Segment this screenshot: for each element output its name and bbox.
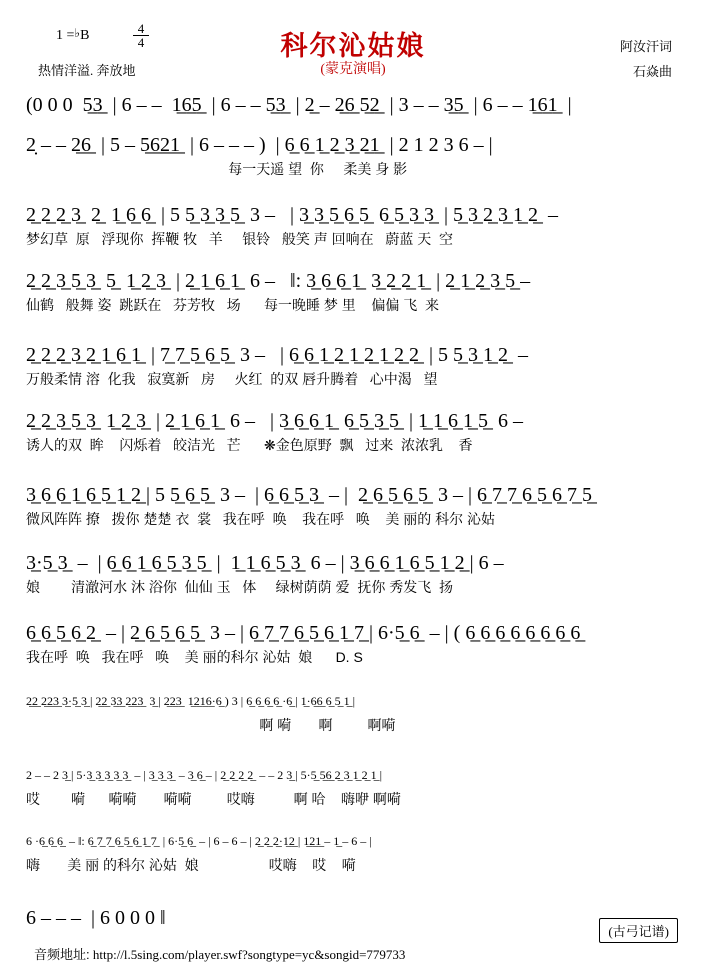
notation-line: 6̲ 6̲ 5̲ 6̲ 2̲ – | 2̲ 6̲ 5̲ 6̲ 5̲ 3 – | 6̲ 7̲ 7̲ 6̲ 5̲ 6̲ 1̲ 7̲ | 6·5̲ 6̲ – | ( 6̲ 6̲ 6̲ 6̲ 6̲ 6̲ 6̲ 6̲ [26, 622, 581, 644]
music-system [26, 550, 686, 598]
notation-line: 2̲ 2̲ 3̲ 5̲ 3̲ 1̲ 2̲ 3̲ | 2̲ 1̲ 6̲ 1̲ 6 – | 3̲ 6̲ 6̲ 1̲ 6̲ 5̲ 3̲ 5̲ | 1̲ 1̲ 6̲ 1̲ 5̲ 6 – [26, 410, 524, 432]
time-signature-denominator: 4 [133, 35, 149, 49]
transcriber-credit: (古弓记谱) [599, 918, 678, 943]
audio-url-label: 音频地址: [34, 947, 90, 962]
music-system [26, 620, 686, 668]
music-system [26, 828, 686, 876]
lyric-line: 哎 嗬 嗬嗬 嗬嗬 哎嗨 啊 哈 嗨咿 啊嗬 [26, 791, 401, 807]
notation-line: 2̲2̲ 2̲2̲3̲ 3̲·5̲ 3̲ | 2̲2̲ 3̲3̲ 2̲2̲3̲ 3̲ | 2̲2̲3̲ 1̲2̲1̲6̲·6̲ ) 3 | 6̲ 6̲ 6̲ 6̲ ·6̲ | 1̲·6̲6̲ 6̲ 5̲ 1̲ | [26, 694, 355, 708]
flat-icon: ♭ [74, 26, 81, 40]
notation-line: 3̲ 6̲ 6̲ 1̲ 6̲ 5̲ 1̲ 2̲ | 5 5̲ 6̲ 5̲ 3 – | 6̲ 6̲ 5̲ 3̲ – | 2̲ 6̲ 5̲ 6̲ 5̲ 3 – | 6̲ 7̲ 7̲ 6̲ 5̲ 6̲ 7̲ 5̲ [26, 484, 593, 506]
key-label: 1 = [56, 28, 75, 43]
music-system [26, 688, 686, 736]
audio-url-value[interactable]: http://l.5sing.com/player.swf?songtype=yc&songid=779733 [92, 947, 406, 962]
time-signature-numerator: 4 [137, 21, 145, 36]
lyric-line: 微风阵阵 撩 拨你 楚楚 衣 裳 我在呼 唤 我在呼 唤 美 丽的 科尔 沁姑 [26, 511, 496, 527]
notation-line: 6 ·6̲ 6̲ 6̲ – ‖: 6̲ 7̲ 7̲ 6̲ 5̲ 6̲ 1̲ 7̲ | 6·5̲ 6̲ – | 6 – 6 – | 2̲ 2̲ 2̲·1̲2̲ | 1̲2̲1̲ – 1̲ – 6 – | [26, 834, 372, 848]
music-system [26, 905, 686, 931]
notation-line: 2̣ – – 2̲6̲ | 5 – 5̲6̲2̲1̲ | 6 – – – ) | 6̲ 6̲ 1̲ 2̲ 3̲ 2̲1̲ | 2 1 2 3 6 – | [26, 134, 493, 156]
audio-url-line [34, 944, 405, 963]
notation-line: 2 – – 2 3̲ | 5·3̲ 3̲ 3̲ 3̲ 3̲ – | 3̲ 3̲ 3̲ – 3̲ 6̲ – | 2̲ 2̲ 2̲ 2̲ – – 2 3̲ | 5·5̲ 5̲6̲ 2̲ 3̲ 1̲ 2̲ 1̲ | [26, 768, 383, 782]
music-system [26, 132, 686, 180]
lyric-line: 嗨 美 丽 的科尔 沁姑 娘 哎嗨 哎 嗬 [26, 857, 356, 873]
notation-line: 2̲ 2̲ 2̲ 3̲ 2̲ 1̲ 6̲ 1̲ | 7̲ 7̲ 5̲ 6̲ 5̲ 3 – | 6̲ 6̲ 1̲ 2̲ 1̲ 2̲ 1̲ 2̲ 2̲ | 5 5̲ 3̲ 1̲ 2̲ – [26, 344, 529, 366]
page-title: 科尔沁姑娘 [280, 31, 426, 61]
notation-line: 2̲ 2̲ 2̲ 3̲ 2̲ 1̲ 6̲ 6̲ | 5 5̲ 3̲ 3̲ 5̲ 3 – | 3̲ 3̲ 5̲ 6̲ 5̲ 6̲ 5̲ 3̲ 3̲ | 5̲ 3̲ 2̲ 3̲ 1̲ 2̲ – [26, 204, 559, 226]
lyric-line: 啊 嗬 啊 啊嗬 [26, 717, 396, 733]
music-system [26, 408, 686, 456]
notation-line: 6 – – – | 6 0 0 0 ‖ [26, 907, 166, 929]
notation-line: (0 0 0 5̲3̲ | 6 – – 1̲6̲5̲ | 6 – – 5̲3̲ | 2̲ – 2̲6̲ 5̲2̲ | 3 – – 3̲5̲ | 6 – – 1̲6̲1̲ | [26, 94, 572, 116]
notation-line: 2̲ 2̲ 3̲ 5̲ 3̲ 5̲ 1̲ 2̲ 3̲ | 2̲ 1̲ 6̲ 1̲ 6 – ‖: 3̲ 6̲ 6̲ 1̲ 3̲ 2̲ 2̲ 1̲ | 2̲ 1̲ 2̲ 3̲ 5̲ – [26, 270, 531, 292]
music-system [26, 762, 686, 810]
performer-subtitle: (蒙克演唱) [320, 62, 386, 77]
music-system [26, 268, 686, 316]
lyricist-credit: 阿汝汗词 [619, 39, 672, 54]
tempo-mood-marking: 热情洋溢. 奔放地 [38, 63, 136, 78]
composer-credit: 石焱曲 [632, 64, 672, 79]
music-system [26, 342, 686, 390]
lyric-line: 我在呼 唤 我在呼 唤 美 丽的科尔 沁姑 娘 D. S [26, 649, 363, 665]
lyric-line: 娘 清澈河水 沐 浴你 仙仙 玉 体 绿树荫荫 爱 抚你 秀发飞 扬 [26, 579, 454, 595]
notation-line: 3̲·5̲ 3̲ – | 6̲ 6̲ 1̲ 6̲ 5̲ 3̲ 5̲ | 1̲ 1̲ 6̲ 5̲ 3̲ 6 – | 3̲ 6̲ 6̲ 1̲ 6̲ 5̲ 1̲ 2̲ | 6 – [26, 552, 509, 574]
lyric-line: 每一天遥 望 你 柔美 身 影 [26, 161, 408, 177]
music-system [26, 482, 686, 530]
lyric-line: 仙鹤 般舞 姿 跳跃在 芬芳牧 场 每一晚睡 梦 里 偏偏 飞 来 [26, 297, 440, 313]
music-system [26, 202, 686, 250]
lyric-line: 万般柔情 溶 化我 寂寞新 房 火红 的双 唇升腾着 心中渴 望 [26, 371, 438, 387]
lyric-line: 诱人的双 眸 闪烁着 皎洁光 芒 ❋金色原野 飘 过来 浓浓乳 香 [26, 437, 473, 453]
key-note: B [80, 28, 90, 43]
lyric-line: 梦幻草 原 浮现你 挥鞭 牧 羊 银铃 般笑 声 回响在 蔚蓝 天 空 [26, 231, 454, 247]
